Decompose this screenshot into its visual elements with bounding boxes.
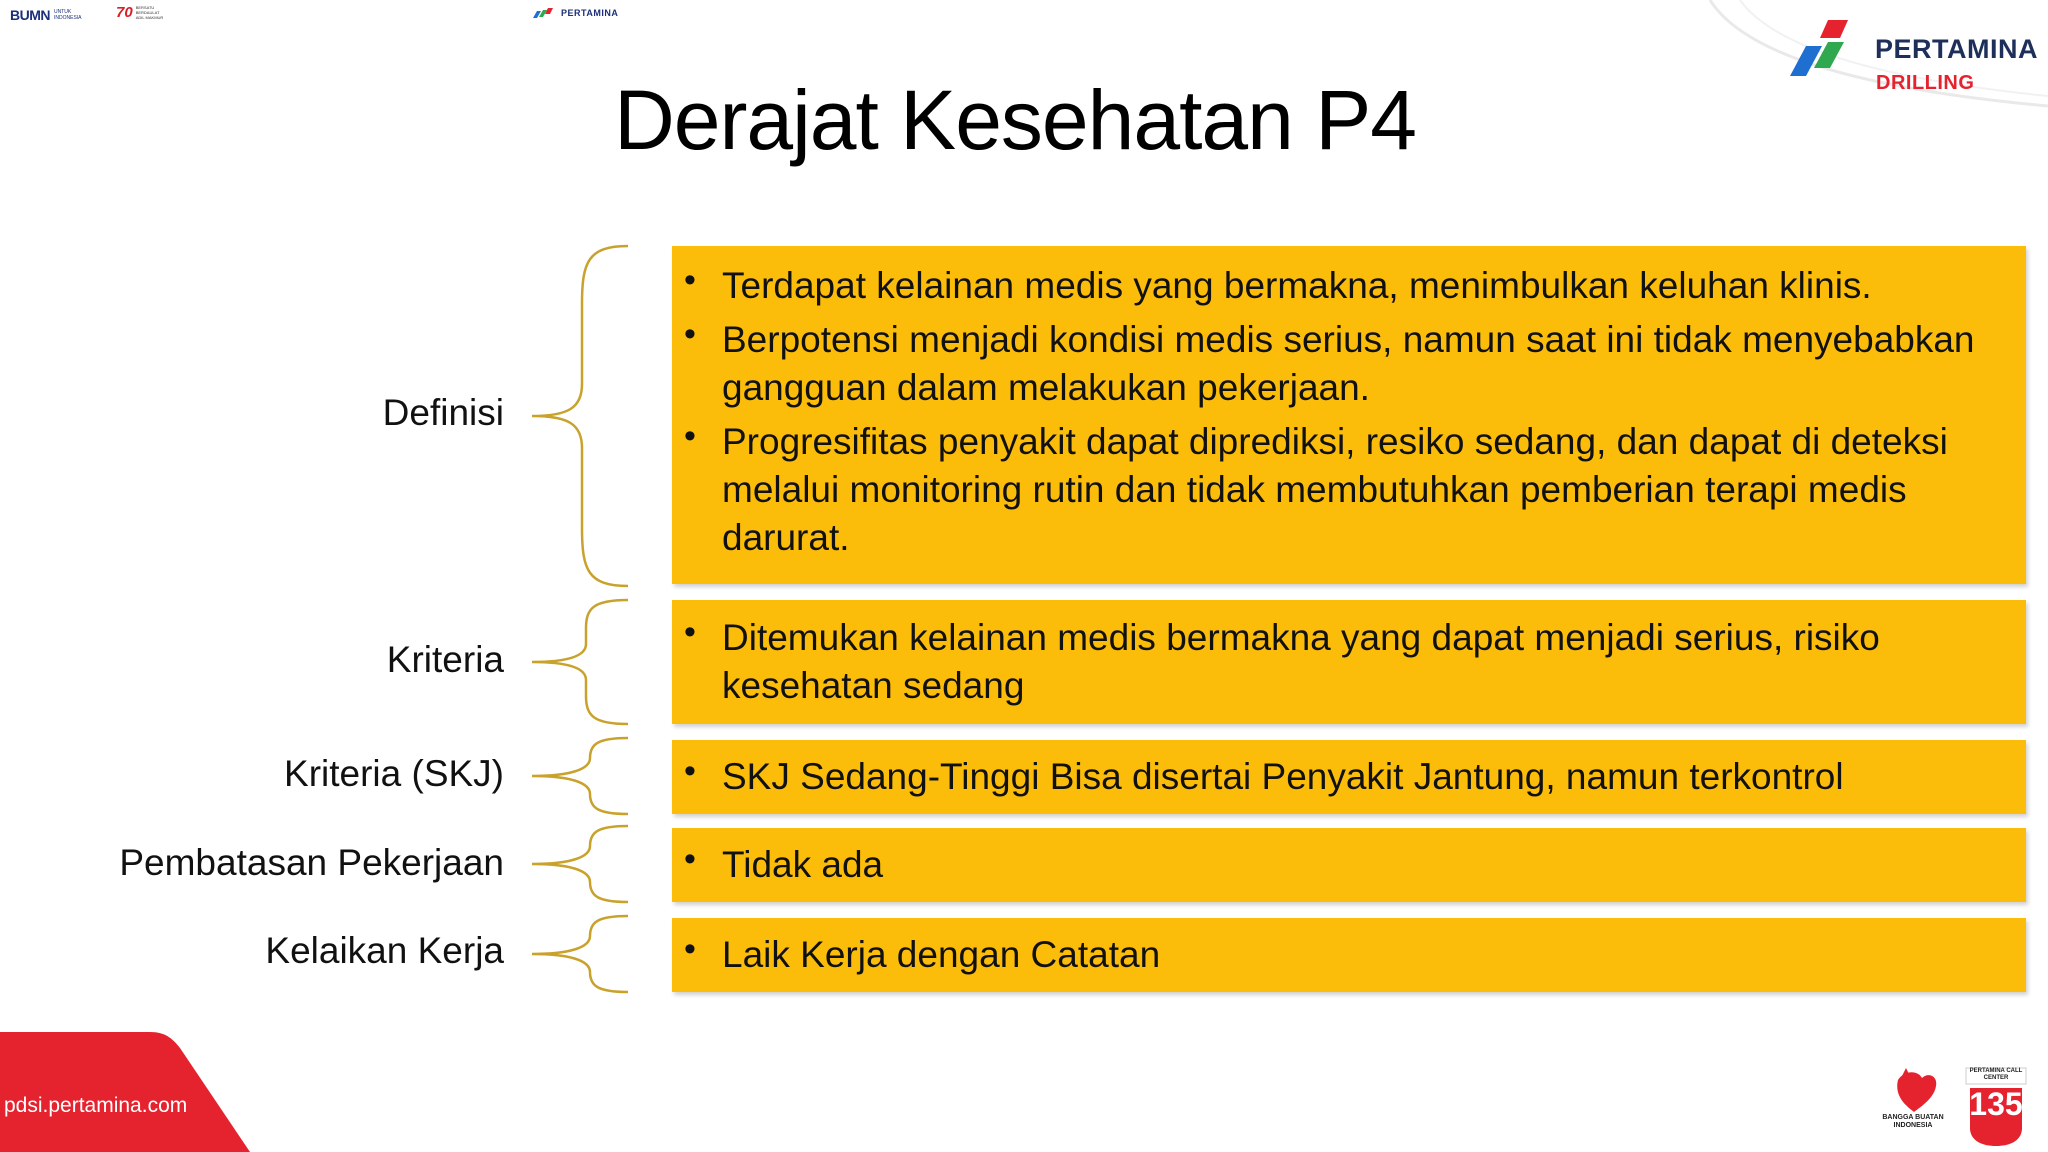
row-label-definisi: Definisi	[382, 392, 504, 433]
call-center-label: PERTAMINA CALL CENTER	[1969, 1068, 2023, 1081]
row-label-kriteria-skj: Kriteria (SKJ)	[284, 753, 504, 794]
bangga-buatan-indonesia-text: BANGGA BUATAN INDONESIA	[1882, 1114, 1944, 1129]
brace-pembatasan-pekerjaan	[528, 824, 632, 904]
row-box-definisi	[672, 246, 2026, 584]
brace-kriteria	[528, 598, 632, 726]
row-label-kriteria: Kriteria	[386, 639, 504, 680]
anniversary-number: 70	[116, 4, 133, 21]
bangga-buatan-indonesia-logo-icon	[1878, 1066, 1948, 1146]
brand-unit: DRILLING	[1876, 72, 1975, 94]
bullet-item: • Progresifitas penyakit dapat diprediksi, resiko sedang, dan dapat di deteksi melalui monitoring rutin dan tidak membutuhkan pemberian terapi medis darurat.	[722, 418, 2006, 562]
bullet-item: • Berpotensi menjadi kondisi medis serius, namun saat ini tidak menyebabkan gangguan dalam melakukan pekerjaan.	[722, 316, 2006, 412]
row-label-pembatasan-pekerjaan: Pembatasan Pekerjaan	[119, 842, 504, 883]
brace-definisi	[528, 244, 632, 588]
row-box-kriteria	[672, 600, 2026, 724]
anniversary-tagline: BERSATU BERDAULAT ADIL MAKMUR	[135, 5, 164, 20]
anniversary-logo	[116, 4, 166, 21]
brand-name: PERTAMINA	[1875, 34, 2038, 64]
bumn-logo-word: BUMN	[10, 7, 50, 23]
bumn-logo-tagline: UNTUK INDONESIA	[54, 9, 82, 21]
footer-red-shape	[0, 1032, 250, 1152]
brace-kriteria-skj	[528, 736, 632, 816]
page-title: Derajat Kesehatan P4	[614, 73, 1416, 167]
small-pertamina-word: PERTAMINA	[561, 8, 619, 18]
bullet-item: • Laik Kerja dengan Catatan	[722, 931, 2006, 979]
bullet-item: • SKJ Sedang-Tinggi Bisa disertai Penyakit Jantung, namun terkontrol	[722, 753, 2006, 801]
row-box-kelaikan-kerja	[672, 918, 2026, 992]
footer-website-link[interactable]: pdsi.pertamina.com	[4, 1094, 188, 1117]
bullet-item: • Ditemukan kelainan medis bermakna yang dapat menjadi serius, risiko kesehatan sedang	[722, 614, 2006, 710]
call-center-number: 135	[1969, 1086, 2023, 1122]
bullet-item: • Terdapat kelainan medis yang bermakna, menimbulkan keluhan klinis.	[722, 262, 2006, 310]
small-pertamina-logo	[533, 8, 618, 18]
bumn-logo	[10, 6, 88, 24]
row-label-kelaikan-kerja: Kelaikan Kerja	[265, 930, 504, 971]
row-box-pembatasan-pekerjaan	[672, 828, 2026, 902]
row-box-kriteria-skj	[672, 740, 2026, 814]
pertamina-mark-icon	[533, 8, 555, 18]
brace-kelaikan-kerja	[528, 914, 632, 994]
bullet-item: • Tidak ada	[722, 841, 2006, 889]
